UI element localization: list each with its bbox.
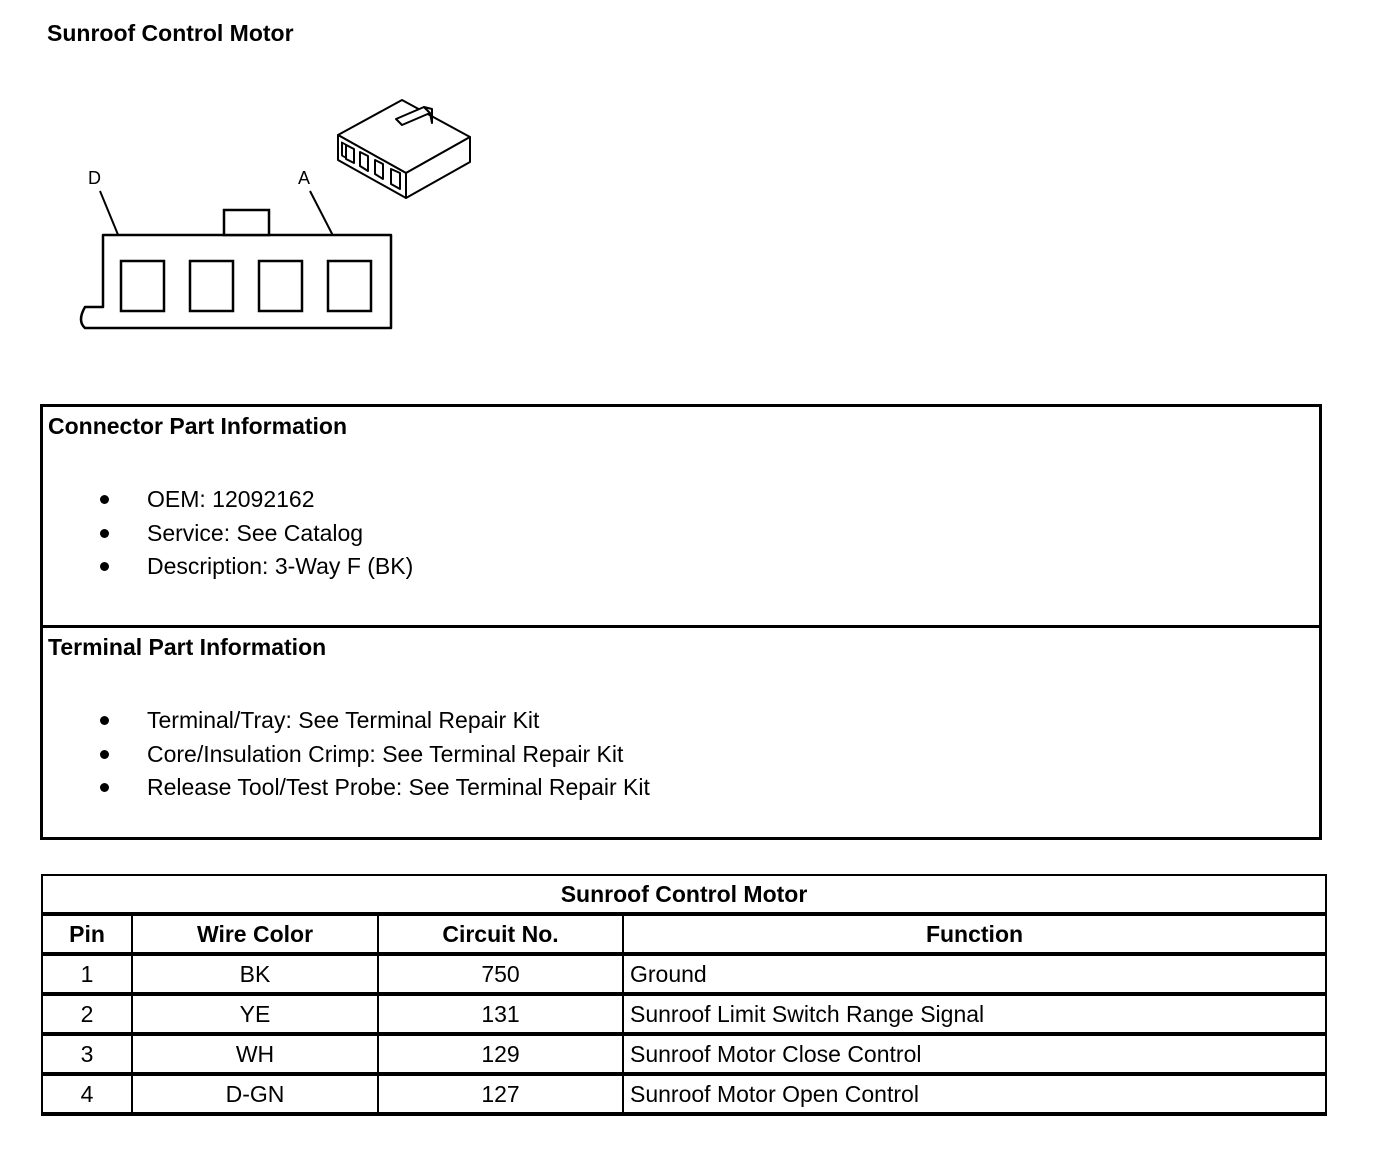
wire-color-cell: WH <box>132 1034 378 1074</box>
bullet-icon <box>100 750 109 759</box>
list-item <box>43 738 650 772</box>
terminal-info-list <box>43 704 650 805</box>
cavity-b <box>259 261 302 311</box>
list-item-text: Terminal/Tray: See Terminal Repair Kit <box>147 707 540 733</box>
table-row <box>42 1074 1326 1114</box>
connector-info-list <box>43 483 413 584</box>
pin-label-d: D <box>88 168 101 188</box>
function-cell: Sunroof Motor Close Control <box>623 1034 1326 1074</box>
list-item-text: Core/Insulation Crimp: See Terminal Repair Kit <box>147 740 624 767</box>
circuit-no-cell: 127 <box>378 1074 623 1114</box>
cavity-d <box>121 261 164 311</box>
cavity-c <box>190 261 233 311</box>
list-item <box>43 483 413 517</box>
page-title: Sunroof Control Motor <box>47 20 294 46</box>
column-header-pin: Pin <box>42 914 132 954</box>
bullet-icon <box>100 529 109 538</box>
table-row <box>42 1034 1326 1074</box>
table-caption-row <box>42 875 1326 914</box>
terminal-part-information <box>43 628 1319 837</box>
list-item-text: OEM: 12092162 <box>147 486 315 512</box>
list-item <box>43 704 650 738</box>
bullet-icon <box>100 716 109 725</box>
table-caption: Sunroof Control Motor <box>42 875 1326 914</box>
connector-3d-icon <box>338 100 470 198</box>
list-item-text: Service: See Catalog <box>147 519 364 546</box>
connector-diagram <box>70 95 490 340</box>
bullet-icon <box>100 562 109 571</box>
pin-cell: 4 <box>42 1074 132 1114</box>
list-item-text: Release Tool/Test Probe: See Terminal Repair Kit <box>147 774 650 800</box>
function-cell: Sunroof Motor Open Control <box>623 1074 1326 1114</box>
column-header-wire-color: Wire Color <box>132 914 378 954</box>
pin-cell: 3 <box>42 1034 132 1074</box>
circuit-no-cell: 750 <box>378 954 623 994</box>
pin-cell: 1 <box>42 954 132 994</box>
connector-drawing <box>70 95 490 340</box>
cavity-a <box>328 261 371 311</box>
list-item-text: Description: 3-Way F (BK) <box>147 553 414 579</box>
pin-label-a: A <box>298 168 311 188</box>
part-information-box <box>40 404 1322 840</box>
pin-table <box>41 874 1327 1116</box>
list-item <box>43 771 650 805</box>
circuit-no-cell: 131 <box>378 994 623 1034</box>
column-header-circuit-no: Circuit No. <box>378 914 623 954</box>
list-item <box>43 550 413 584</box>
connector-latch-tab <box>224 210 269 235</box>
wire-color-cell: BK <box>132 954 378 994</box>
wire-color-cell: D-GN <box>132 1074 378 1114</box>
list-item <box>43 517 413 551</box>
circuit-no-cell: 129 <box>378 1034 623 1074</box>
column-header-function: Function <box>623 914 1326 954</box>
table-header-row <box>42 914 1326 954</box>
bullet-icon <box>100 495 109 504</box>
function-cell: Sunroof Limit Switch Range Signal <box>623 994 1326 1034</box>
bullet-icon <box>100 783 109 792</box>
table-row <box>42 954 1326 994</box>
wire-color-cell: YE <box>132 994 378 1034</box>
terminal-info-heading: Terminal Part Information <box>48 634 327 660</box>
pin-cell: 2 <box>42 994 132 1034</box>
connector-info-heading: Connector Part Information <box>48 413 348 439</box>
table-row <box>42 994 1326 1034</box>
function-cell: Ground <box>623 954 1326 994</box>
connector-part-information <box>43 407 1319 628</box>
